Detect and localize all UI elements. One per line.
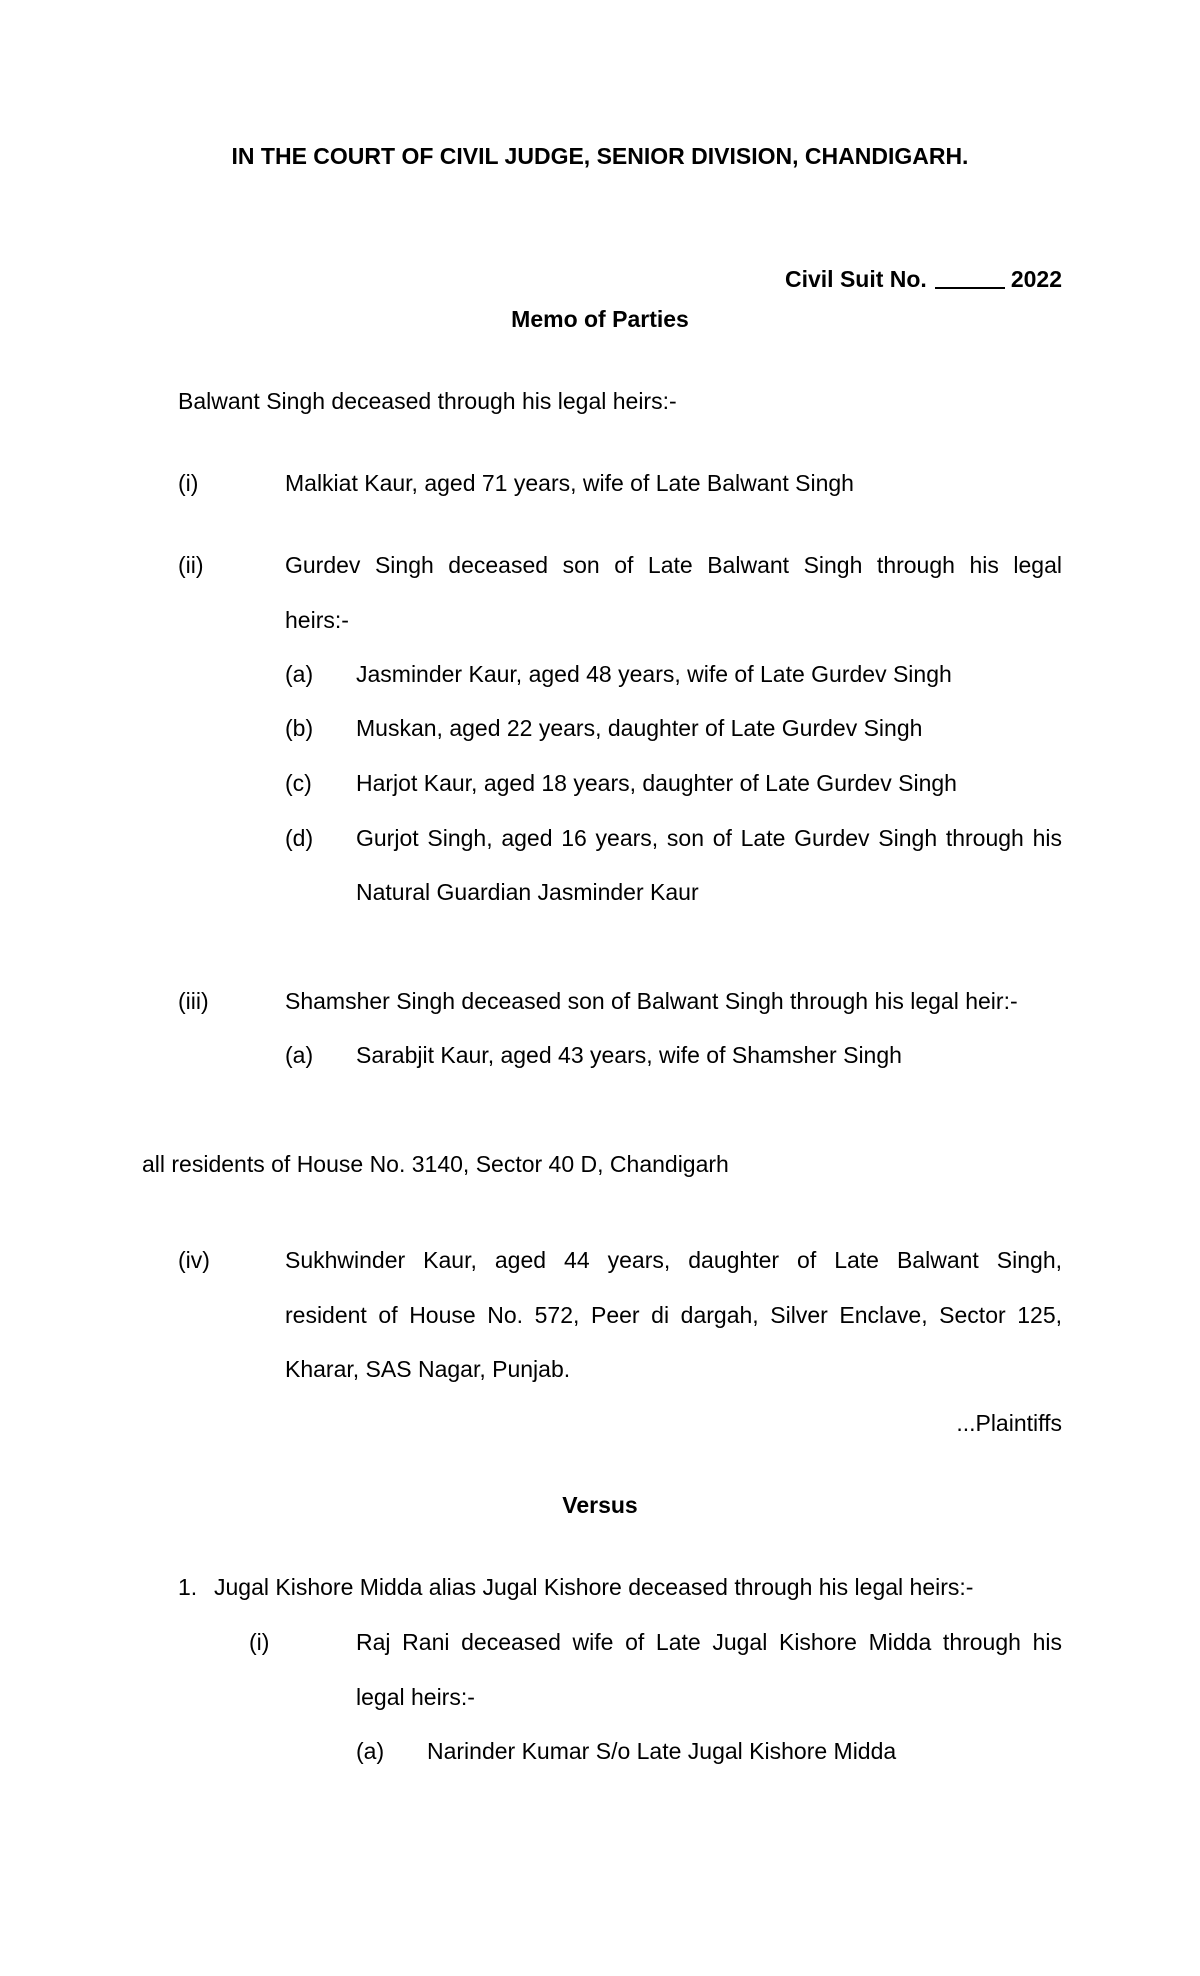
defendant-heir-text: Raj Rani deceased wife of Late Jugal Kishore Midda through his bbox=[356, 1629, 1062, 1655]
heir-text: Natural Guardian Jasminder Kaur bbox=[356, 879, 699, 905]
party-number: (ii) bbox=[178, 552, 204, 578]
party-text: heirs:- bbox=[285, 607, 349, 633]
plaintiffs-label: ...Plaintiffs bbox=[956, 1410, 1062, 1436]
heir-letter: (c) bbox=[285, 770, 312, 796]
party-number: (iv) bbox=[178, 1247, 210, 1273]
party-text: Gurdev Singh deceased son of Late Balwant Singh through his legal bbox=[285, 552, 1062, 578]
heir-letter: (d) bbox=[285, 825, 314, 851]
suit-number-blank bbox=[935, 287, 1005, 289]
heir-text: Narinder Kumar S/o Late Jugal Kishore Midda bbox=[427, 1738, 897, 1764]
heir-text: Muskan, aged 22 years, daughter of Late Gurdev Singh bbox=[356, 715, 923, 741]
heir-letter: (a) bbox=[356, 1738, 385, 1764]
party-text: Shamsher Singh deceased son of Balwant Singh through his legal heir:- bbox=[285, 988, 1018, 1014]
heir-text: Gurjot Singh, aged 16 years, son of Late Gurdev Singh through his bbox=[356, 825, 1062, 851]
party-text: resident of House No. 572, Peer di dargah, Silver Enclave, Sector 125, bbox=[285, 1302, 1062, 1328]
heir-text: Harjot Kaur, aged 18 years, daughter of Late Gurdev Singh bbox=[356, 770, 957, 796]
plaintiff-intro: Balwant Singh deceased through his legal heirs:- bbox=[178, 388, 677, 414]
suit-prefix: Civil Suit No. bbox=[784, 266, 927, 292]
party-text: Kharar, SAS Nagar, Punjab. bbox=[285, 1356, 571, 1382]
heir-letter: (a) bbox=[285, 661, 314, 687]
suit-year: 2022 bbox=[1010, 266, 1062, 292]
heir-letter: (b) bbox=[285, 715, 314, 741]
heir-text: Jasminder Kaur, aged 48 years, wife of Late Gurdev Singh bbox=[356, 661, 952, 687]
defendant-heir-text: legal heirs:- bbox=[356, 1684, 475, 1710]
court-heading: IN THE COURT OF CIVIL JUDGE, SENIOR DIVISION, CHANDIGARH. bbox=[231, 143, 969, 169]
defendant-heir-number: (i) bbox=[249, 1629, 270, 1655]
party-number: (iii) bbox=[178, 988, 209, 1014]
defendant-text: Jugal Kishore Midda alias Jugal Kishore deceased through his legal heirs:- bbox=[214, 1574, 974, 1600]
heir-text: Sarabjit Kaur, aged 43 years, wife of Shamsher Singh bbox=[356, 1042, 902, 1068]
memo-title: Memo of Parties bbox=[511, 306, 689, 332]
versus-heading: Versus bbox=[562, 1492, 638, 1518]
party-text: Sukhwinder Kaur, aged 44 years, daughter of Late Balwant Singh, bbox=[285, 1247, 1062, 1273]
party-number: (i) bbox=[178, 470, 199, 496]
heir-letter: (a) bbox=[285, 1042, 314, 1068]
residence-line: all residents of House No. 3140, Sector 40 D, Chandigarh bbox=[142, 1151, 729, 1177]
civil-suit-number bbox=[785, 266, 1062, 292]
defendant-number: 1. bbox=[178, 1574, 198, 1600]
party-text: Malkiat Kaur, aged 71 years, wife of Late Balwant Singh bbox=[285, 470, 854, 496]
